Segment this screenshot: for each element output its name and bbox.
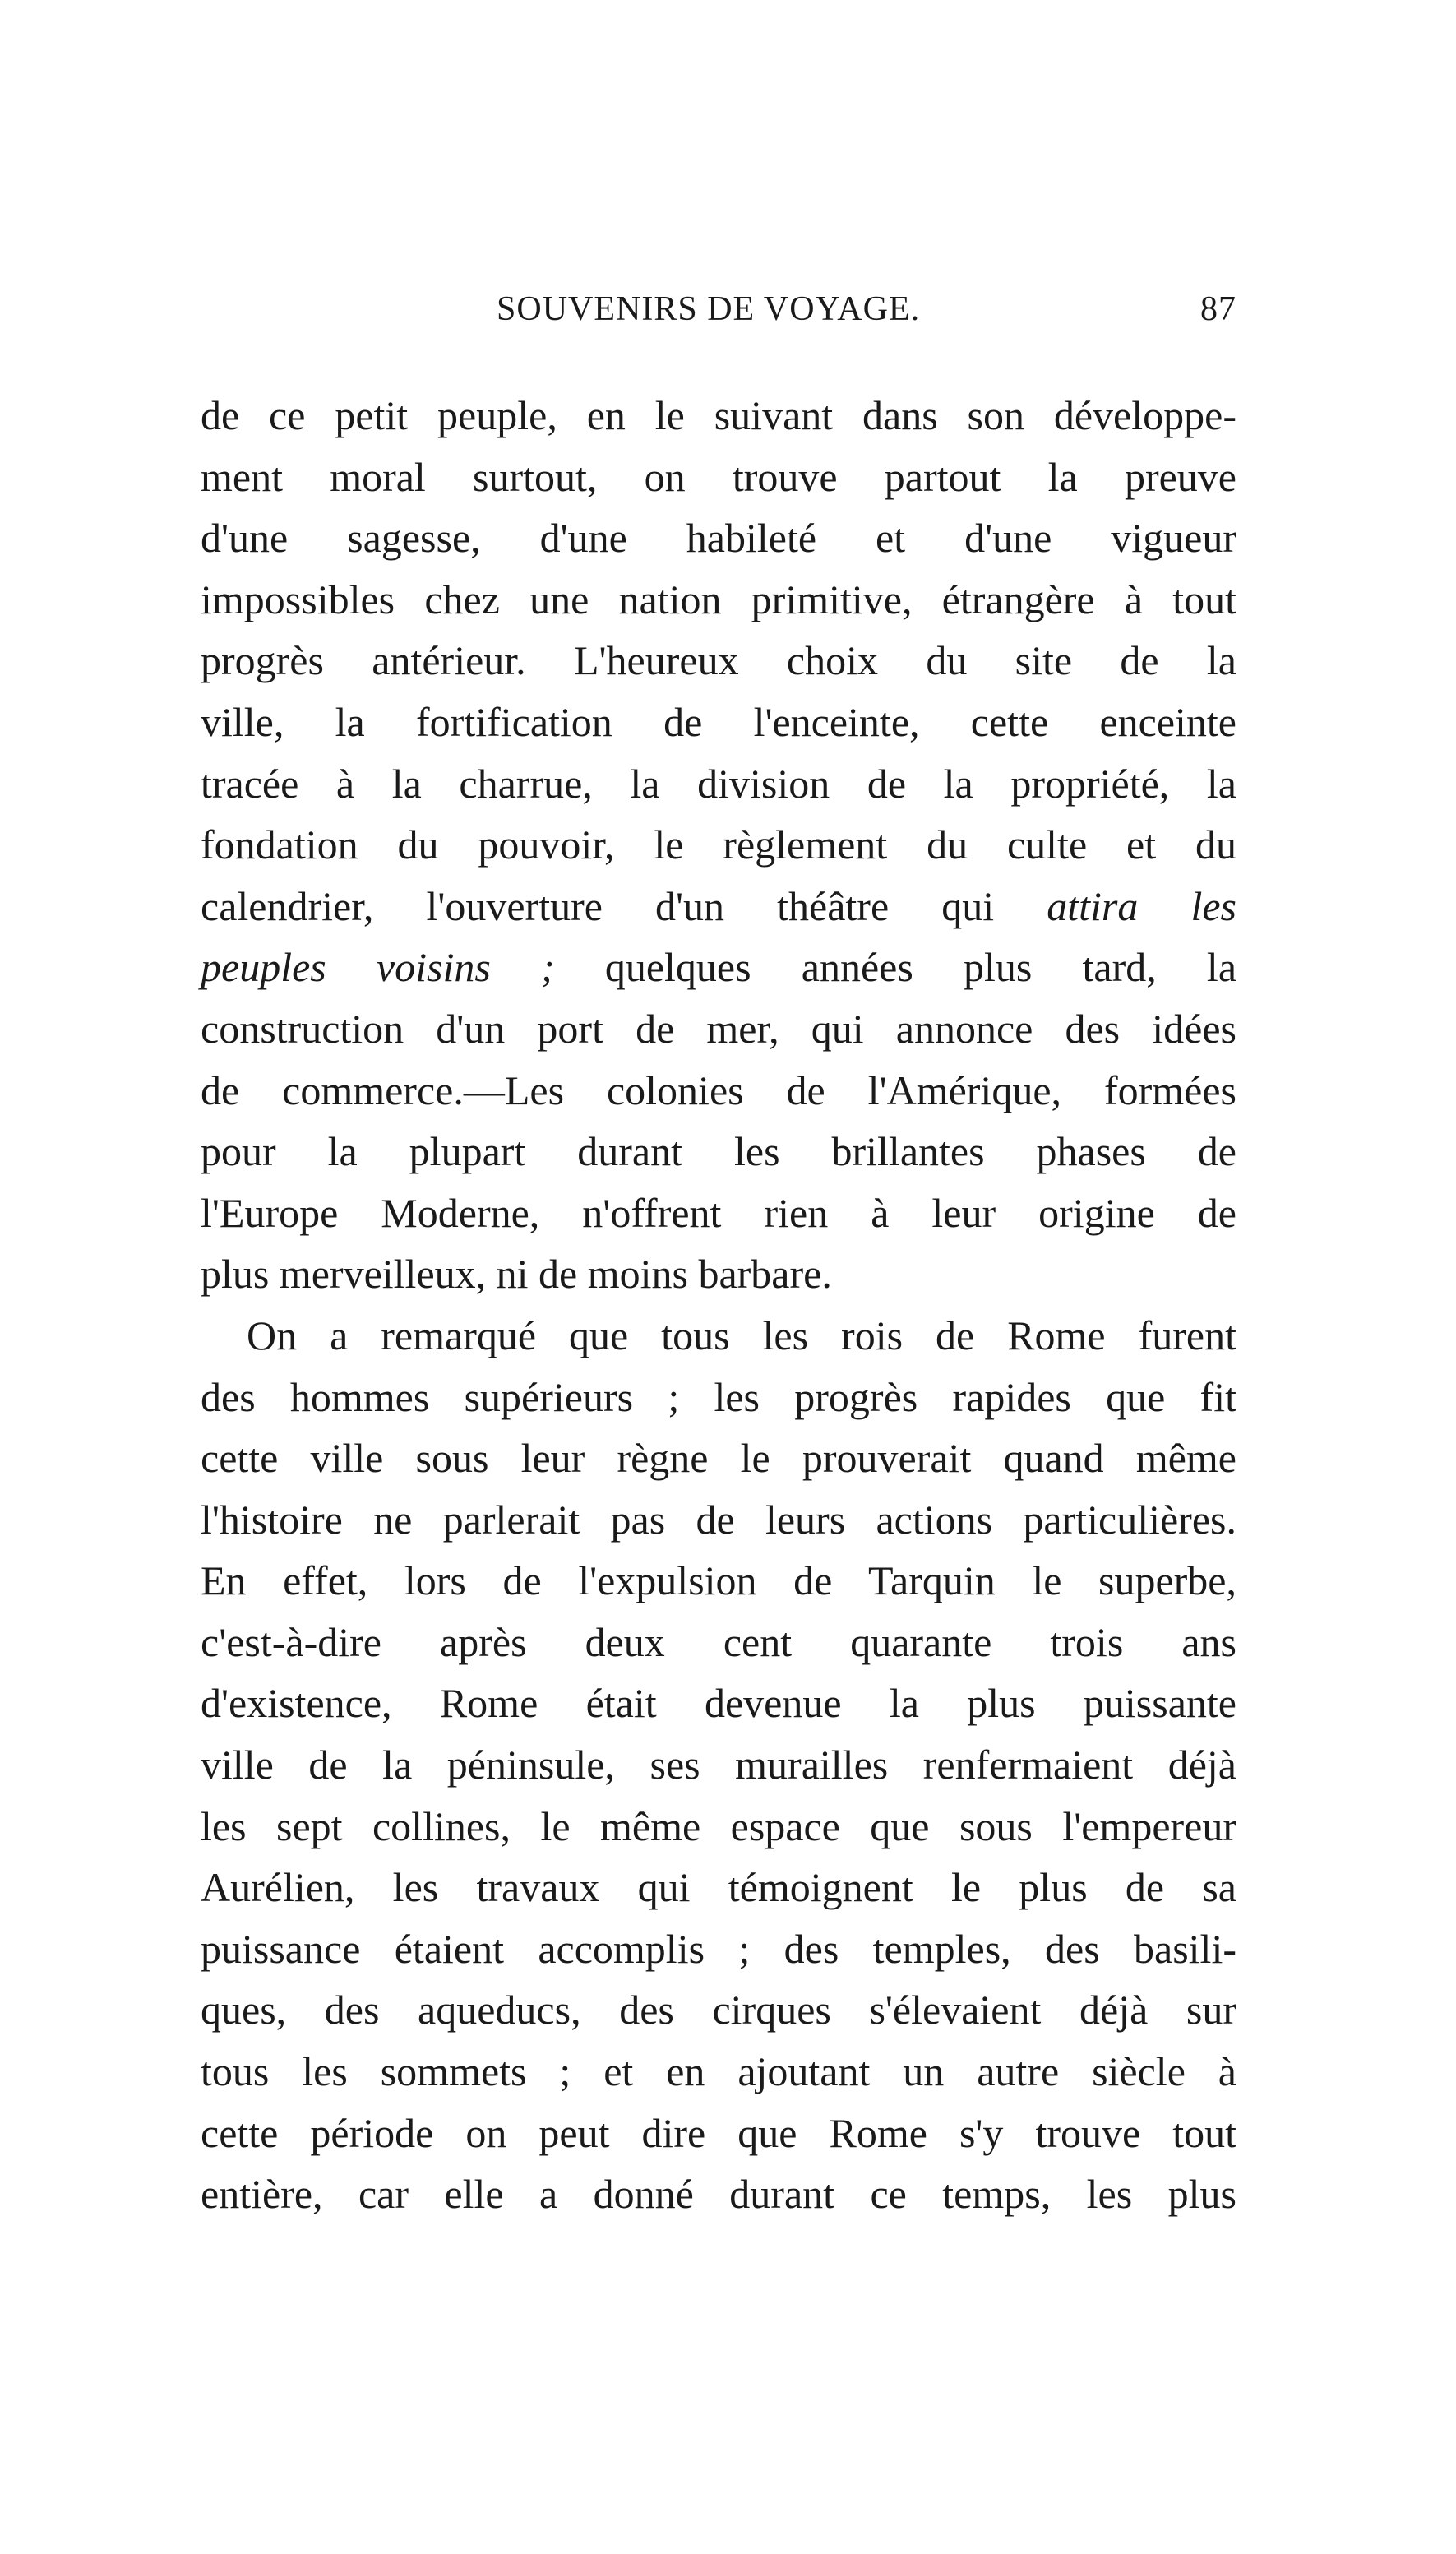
text-line: En effet, lors de l'expulsion de Tarquin le superbe,: [201, 1557, 1236, 1604]
text-line: impossibles chez une nation primitive, étrangère à tout: [201, 576, 1236, 622]
text-line: Aurélien, les travaux qui témoignent le plus de sa: [201, 1864, 1236, 1911]
running-head: [201, 289, 1236, 339]
body-text: [201, 385, 1236, 2225]
text-line: cette période on peut dire que Rome s'y trouve tout: [201, 2109, 1236, 2156]
text-line: entière, car elle a donné durant ce temps, les plus: [201, 2171, 1236, 2218]
text-line: progrès antérieur. L'heureux choix du site de la: [201, 637, 1236, 684]
text-line: tracée à la charrue, la division de la propriété, la: [201, 760, 1236, 807]
text-segment: quelques années plus tard, la: [604, 944, 1237, 991]
italic-phrase: peuples voisins ;: [201, 944, 555, 991]
italic-phrase: attira les: [1047, 882, 1236, 929]
text-line: puissance étaient accomplis ; des temples, des basili-: [201, 1925, 1236, 1972]
text-line: construction d'un port de mer, qui annonce des idées: [201, 1005, 1236, 1052]
text-line: pour la plupart durant les brillantes phases de: [201, 1128, 1236, 1175]
text-segment: calendrier, l'ouverture d'un théâtre qui: [201, 882, 995, 929]
text-line: d'une sagesse, d'une habileté et d'une vigueur: [201, 515, 1236, 562]
text-line: c'est-à-dire après deux cent quarante trois ans: [201, 1618, 1236, 1665]
text-line: de commerce.—Les colonies de l'Amérique, formées: [201, 1066, 1236, 1113]
text-line: ques, des aqueducs, des cirques s'élevaient déjà sur: [201, 1987, 1236, 2033]
text-line: d'existence, Rome était devenue la plus puissante: [201, 1680, 1236, 1727]
text-line-with-italic: [201, 876, 1236, 937]
text-line: fondation du pouvoir, le règlement du culte et du: [201, 821, 1236, 868]
running-title: SOUVENIRS DE VOYAGE.: [497, 290, 921, 328]
text-line: cette ville sous leur règne le prouverait quand même: [201, 1435, 1236, 1482]
text-line: ville de la péninsule, ses murailles renfermaient déjà: [201, 1742, 1236, 1788]
page-number: 87: [1200, 290, 1236, 328]
text-line: de ce petit peuple, en le suivant dans son développe-: [201, 392, 1236, 438]
text-line: ment moral surtout, on trouve partout la preuve: [201, 453, 1236, 500]
text-line: ville, la fortification de l'enceinte, cette enceinte: [201, 698, 1236, 745]
text-line-with-italic: [201, 937, 1236, 998]
text-line: l'Europe Moderne, n'offrent rien à leur origine de: [201, 1189, 1236, 1236]
text-line: les sept collines, le même espace que sous l'empereur: [201, 1802, 1236, 1849]
text-line: des hommes supérieurs ; les progrès rapides que fit: [201, 1373, 1236, 1420]
text-line: tous les sommets ; et en ajoutant un autre siècle à: [201, 2048, 1236, 2095]
paragraph-last-line: plus merveilleux, ni de moins barbare.: [201, 1251, 832, 1298]
paragraph-first-line: On a remarqué que tous les rois de Rome furent: [247, 1312, 1236, 1358]
text-line: l'histoire ne parlerait pas de leurs actions particulières.: [201, 1496, 1236, 1543]
